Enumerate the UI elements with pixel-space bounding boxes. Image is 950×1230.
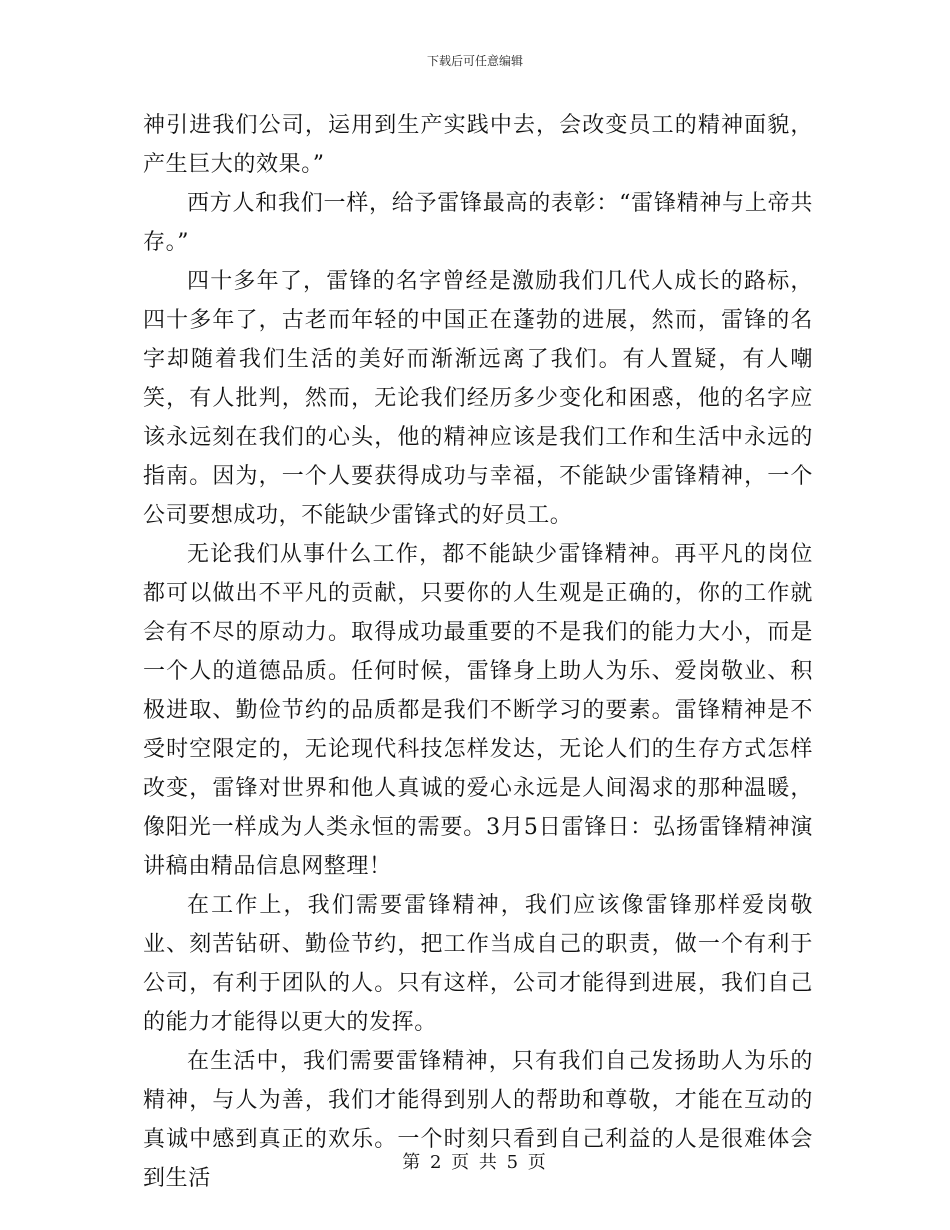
paragraph-1: 神引进我们公司，运用到生产实践中去，会改变员工的精神面貌，产生巨大的效果。” xyxy=(143,113,813,177)
paragraph-4: 无论我们从事什么工作，都不能缺少雷锋精神。再平凡的岗位都可以做出不平凡的贡献，只要你的人生观是正确的，你的工作就会有不尽的原动力。取得成功最重要的不是我们的能力大小，而是一个人的道德品质。任何时候，雷锋身上助人为乐、爱岗敬业、积极进取、勤俭节约的品质都是我们不断学习的要素。雷锋精神是不受时空限定的，无论现代科技怎样发达，无论人们的生存方式怎样改变，雷锋对世界和他人真诚的爱心永远是人间渴求的那种温暖，像阳光一样成为人类永恒的需要。3月5日雷锋日：弘扬雷锋精神演讲稿由精品信息网整理！ xyxy=(143,542,813,879)
paragraph-6: 在生活中，我们需要雷锋精神，只有我们自己发扬助人为乐的精神，与人为善，我们才能得到别人的帮助和尊敬，才能在互动的真诚中感到真正的欢乐。一个时刻只看到自己利益的人是很难体会到生活 xyxy=(143,1049,813,1191)
page-footer: 第 2 页 共 5 页 xyxy=(402,1152,548,1173)
paragraph-2: 西方人和我们一样，给予雷锋最高的表彰：“雷锋精神与上帝共存。” xyxy=(143,191,813,255)
paragraph-5: 在工作上，我们需要雷锋精神，我们应该像雷锋那样爱岗敬业、刻苦钻研、勤俭节约，把工作当成自己的职责，做一个有利于公司，有利于团队的人。只有这样，公司才能得到进展，我们自己的能力才能得以更大的发挥。 xyxy=(143,893,813,1035)
page-header: 下载后可任意编辑 xyxy=(426,54,523,68)
paragraph-3: 四十多年了，雷锋的名字曾经是激励我们几代人成长的路标，四十多年了，古老而年轻的中国正在蓬勃的进展，然而，雷锋的名字却随着我们生活的美好而渐渐远离了我们。有人置疑，有人嘲笑，有人批判，然而，无论我们经历多少变化和困惑，他的名字应该永远刻在我们的心头，他的精神应该是我们工作和生活中永远的指南。因为，一个人要获得成功与幸福，不能缺少雷锋精神，一个公司要想成功，不能缺少雷锋式的好员工。 xyxy=(143,269,813,528)
document-body xyxy=(143,106,813,1198)
